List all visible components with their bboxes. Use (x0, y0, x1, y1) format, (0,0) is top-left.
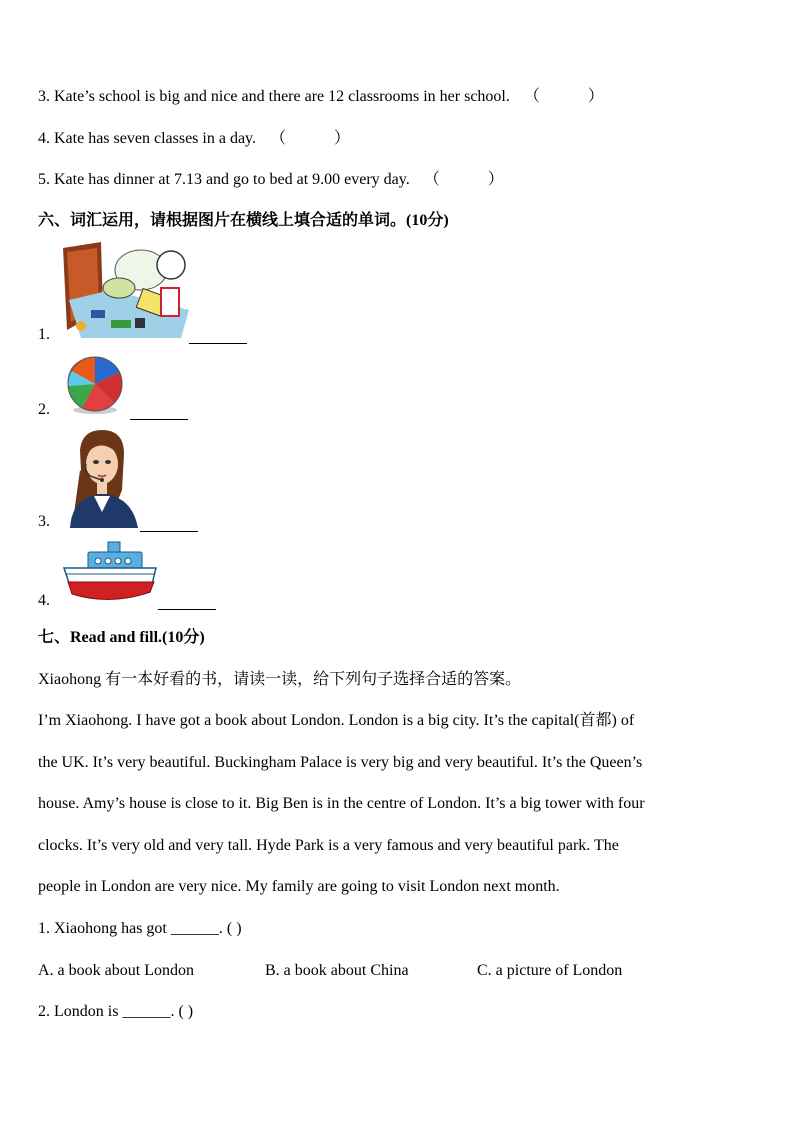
passage-line: people in London are very nice. My family are going to visit London next month. (38, 878, 560, 895)
answer-bracket[interactable]: （ ） (270, 130, 351, 147)
answer-blank-1[interactable] (189, 342, 247, 344)
question-4 (38, 129, 350, 149)
section-6-title: 六、词汇运用，请根据图片在横线上填合适的单词。(10分) (38, 212, 449, 229)
item-3-number: 3. (38, 513, 50, 530)
answer-bracket[interactable]: （ ） (423, 171, 504, 188)
answer-bracket[interactable]: （ ） (523, 88, 604, 105)
question-3-text: 3. Kate’s school is big and nice and there are 12 classrooms in her school. (38, 88, 510, 105)
messy-room-picture (61, 240, 189, 340)
answer-blank-4[interactable] (158, 608, 216, 610)
question-4-text: 4. Kate has seven classes in a day. (38, 130, 256, 147)
option-b[interactable]: B. a book about China (265, 962, 409, 979)
item-4-number: 4. (38, 592, 50, 609)
answer-blank-2[interactable] (130, 418, 188, 420)
item-2-number: 2. (38, 401, 50, 418)
operator-woman-picture (62, 430, 142, 528)
question-1: 1. Xiaohong has got ______. ( ) (38, 920, 242, 937)
passage-line: the UK. It’s very beautiful. Buckingham Palace is very big and very beautiful. It’s the Queen’s (38, 754, 643, 771)
beach-ball-picture (62, 356, 128, 416)
option-a[interactable]: A. a book about London (38, 962, 194, 979)
ship-picture (62, 540, 158, 606)
answer-blank-3[interactable] (140, 530, 198, 532)
passage-line: I’m Xiaohong. I have got a book about London. London is a big city. It’s the capital(首都) of (38, 712, 635, 729)
option-c[interactable]: C. a picture of London (477, 962, 623, 979)
question-3 (38, 87, 604, 107)
passage-line: house. Amy’s house is close to it. Big Ben is in the centre of London. It’s a big tower with four (38, 795, 645, 812)
question-5 (38, 170, 504, 190)
section-7-title: 七、Read and fill.(10分) (38, 629, 205, 646)
question-2: 2. London is ______. ( ) (38, 1003, 194, 1020)
item-1-number: 1. (38, 326, 50, 343)
section-7-intro: Xiaohong 有一本好看的书，请读一读，给下列句子选择合适的答案。 (38, 671, 522, 688)
passage-line: clocks. It’s very old and very tall. Hyde Park is a very famous and very beautiful park. The (38, 837, 619, 854)
question-5-text: 5. Kate has dinner at 7.13 and go to bed at 9.00 every day. (38, 171, 410, 188)
